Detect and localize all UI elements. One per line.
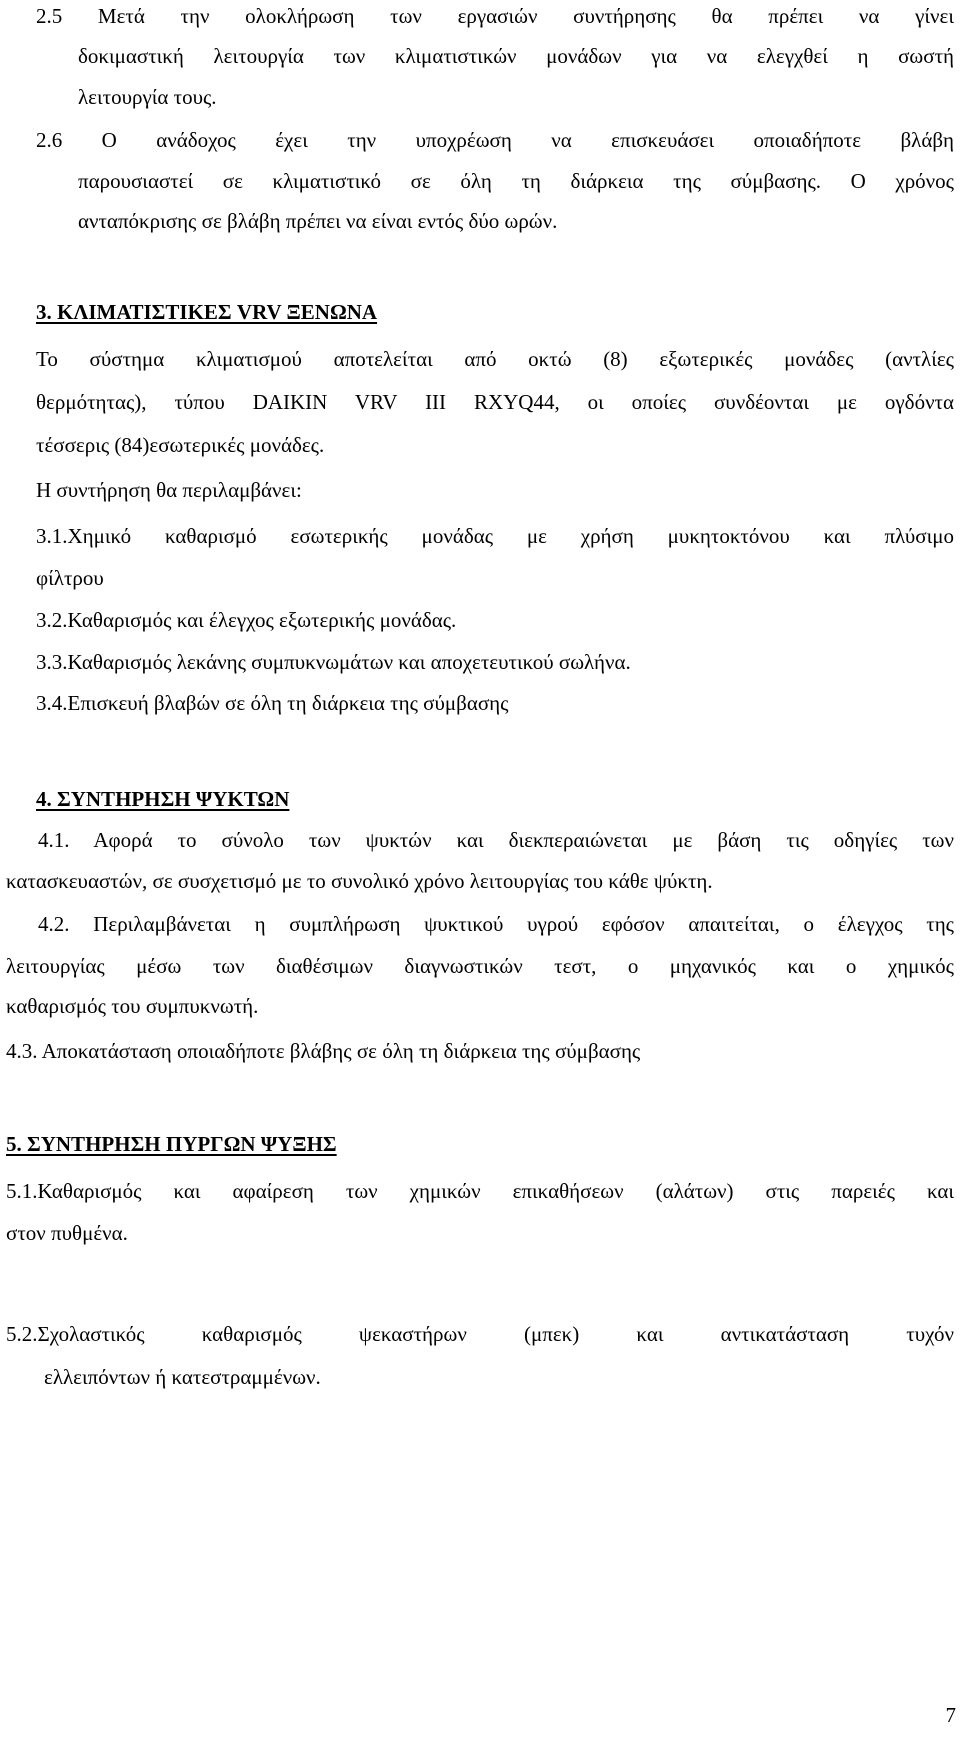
section-3-intro-line-1: Το σύστημα κλιματισμού αποτελείται από οκτώ (8) εξωτερικές μονάδες (αντλίες (36, 347, 954, 371)
section-3-item-2: 3.2.Καθαρισμός και έλεγχος εξωτερικής μονάδας. (36, 608, 457, 632)
section-3-intro-line-2: θερμότητας), τύπου DAIKIN VRV III RXYQ44, οι οποίες συνδέονται με ογδόντα (36, 390, 954, 414)
section-3-item-1-line-2: φίλτρου (36, 566, 104, 590)
section-4-heading: 4. ΣΥΝΤΗΡΗΣΗ ΨΥΚΤΩΝ (36, 787, 290, 811)
page-number: 7 (945, 1703, 956, 1727)
section-4-item-3: 4.3. Αποκατάσταση οποιαδήποτε βλάβης σε όλη τη διάρκεια της σύμβασης (6, 1039, 641, 1063)
para-2-6-line-2: παρουσιαστεί σε κλιματιστικό σε όλη τη διάρκεια της σύμβασης. Ο χρόνος (78, 169, 954, 193)
section-3-includes: Η συντήρηση θα περιλαμβάνει: (36, 478, 302, 502)
section-4-item-2-line-1: 4.2. Περιλαμβάνεται η συμπλήρωση ψυκτικού υγρού εφόσον απαιτείται, ο έλεγχος της (38, 912, 954, 936)
section-5-item-1-line-2: στον πυθμένα. (6, 1221, 128, 1245)
section-5-item-2-line-2: ελλειπόντων ή κατεστραμμένων. (44, 1365, 321, 1389)
section-5-item-2-line-1: 5.2.Σχολαστικός καθαρισμός ψεκαστήρων (μπεκ) και αντικατάσταση τυχόν (6, 1322, 954, 1346)
section-4-item-2-line-3: καθαρισμός του συμπυκνωτή. (6, 994, 259, 1018)
section-4-item-1-line-2: κατασκευαστών, σε συσχετισμό με το συνολικό χρόνο λειτουργίας του κάθε ψύκτη. (6, 869, 713, 893)
para-2-6-line-3: ανταπόκρισης σε βλάβη πρέπει να είναι εντός δύο ωρών. (78, 209, 558, 233)
para-2-5-line-3: λειτουργία τους. (78, 85, 217, 109)
section-3-intro-line-3: τέσσερις (84)εσωτερικές μονάδες. (36, 433, 325, 457)
section-3-item-4: 3.4.Επισκευή βλαβών σε όλη τη διάρκεια της σύμβασης (36, 691, 509, 715)
section-3-item-3: 3.3.Καθαρισμός λεκάνης συμπυκνωμάτων και αποχετευτικού σωλήνα. (36, 650, 631, 674)
section-4-item-1-line-1: 4.1. Αφορά το σύνολο των ψυκτών και διεκπεραιώνεται με βάση τις οδηγίες των (38, 828, 954, 852)
section-3-heading: 3. ΚΛΙΜΑΤΙΣΤΙΚΕΣ VRV ΞΕΝΩΝΑ (36, 300, 378, 324)
section-5-heading: 5. ΣΥΝΤΗΡΗΣΗ ΠΥΡΓΩΝ ΨΥΞΗΣ (6, 1132, 337, 1156)
para-2-5-line-2: δοκιμαστική λειτουργία των κλιματιστικών μονάδων για να ελεγχθεί η σωστή (78, 44, 954, 68)
section-4-item-2-line-2: λειτουργίας μέσω των διαθέσιμων διαγνωστικών τεστ, ο μηχανικός και ο χημικός (6, 954, 954, 978)
para-2-6-line-1: 2.6 Ο ανάδοχος έχει την υποχρέωση να επισκευάσει οποιαδήποτε βλάβη (36, 128, 954, 152)
para-2-5-line-1: 2.5 Μετά την ολοκλήρωση των εργασιών συντήρησης θα πρέπει να γίνει (36, 4, 954, 28)
section-5-item-1-line-1: 5.1.Καθαρισμός και αφαίρεση των χημικών επικαθήσεων (αλάτων) στις παρειές και (6, 1179, 954, 1203)
section-3-item-1-line-1: 3.1.Χημικό καθαρισμό εσωτερικής μονάδας με χρήση μυκητοκτόνου και πλύσιμο (36, 524, 954, 548)
